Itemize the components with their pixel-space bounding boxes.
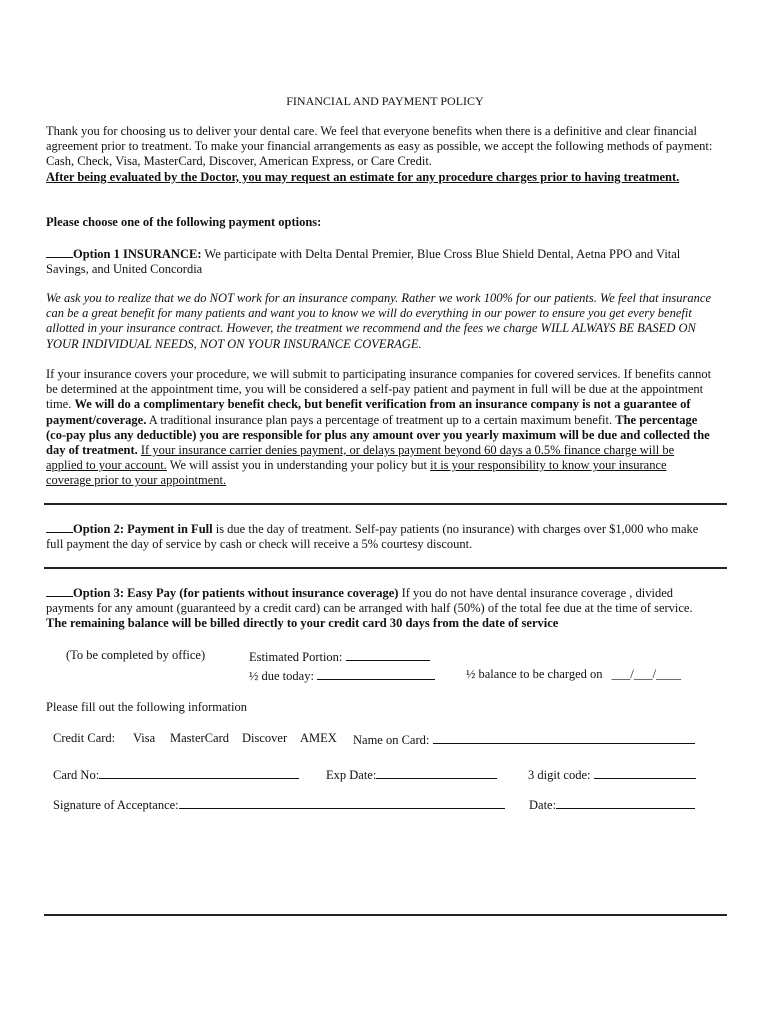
intro-paragraph	[46, 124, 714, 185]
security-code-label: 3 digit code:	[528, 768, 591, 782]
card-number-field[interactable]	[53, 766, 299, 783]
signature-line[interactable]	[179, 796, 505, 809]
option1-label: Option 1 INSURANCE:	[73, 247, 202, 261]
security-code-field[interactable]	[528, 766, 696, 783]
credit-card-label: Credit Card:	[53, 731, 116, 745]
signature-field[interactable]	[53, 796, 505, 813]
option2-check-blank[interactable]	[46, 521, 73, 533]
exp-date-field[interactable]	[326, 766, 497, 783]
option1-p4-underline: it is your responsibility to know your insurance coverage prior to your appointment.	[46, 458, 667, 488]
choose-heading: Please choose one of the following payment options:	[46, 215, 322, 229]
option1-paragraph	[46, 246, 714, 277]
half-due-field[interactable]	[249, 667, 435, 684]
option3-label: Option 3: Easy Pay (for patients without insurance coverage)	[73, 586, 399, 600]
name-on-card-line[interactable]	[433, 731, 695, 744]
estimated-portion-line[interactable]	[346, 648, 430, 661]
exp-date-line[interactable]	[376, 766, 497, 779]
option2-label: Option 2: Payment in Full	[73, 522, 213, 536]
half-due-line[interactable]	[317, 667, 435, 680]
half-due-label: ½ due today:	[249, 669, 314, 683]
half-balance-label: ½ balance to be charged on	[466, 667, 603, 681]
option1-p4: We will assist you in understanding your policy but	[166, 458, 431, 473]
card-type-mastercard[interactable]: MasterCard	[170, 731, 230, 745]
signature-date-label: Date:	[529, 798, 557, 812]
option2-paragraph	[46, 521, 714, 552]
signature-date-line[interactable]	[556, 796, 695, 809]
office-note: (To be completed by office)	[66, 648, 206, 662]
divider-1	[44, 503, 727, 505]
option3-bold: The remaining balance will be billed directly to your credit card 30 days from the date of service	[46, 616, 559, 631]
card-type-amex[interactable]: AMEX	[300, 731, 337, 745]
option3-check-blank[interactable]	[46, 585, 73, 597]
option1-p1: If your insurance covers your procedure, we will submit to participating insurance companies for covered services. If benefits cannot be determined at the appointment time, you will be considered a self-pay patient and payment in full will be due at the appointment time.	[46, 367, 712, 412]
card-number-line[interactable]	[99, 766, 299, 779]
option1-p2: A traditional insurance plan pays a percentage of treatment up to a certain maximum benefit.	[146, 412, 616, 427]
signature-date-field[interactable]	[529, 796, 695, 813]
option3-text: If you do not have dental insurance coverage , divided payments for any amount (guaranteed by a credit card) can be arranged with half (50%) of the total fee due at the time of service.	[46, 586, 693, 616]
option1-details-paragraph	[46, 367, 714, 489]
half-balance-date[interactable]: ___/___/____	[611, 667, 682, 681]
estimate-note: After being evaluated by the Doctor, you may request an estimate for any procedure charges prior to having treatment.	[46, 169, 680, 184]
card-type-discover[interactable]: Discover	[242, 731, 288, 745]
option1-text: We participate with Delta Dental Premier, Blue Cross Blue Shield Dental, Aetna PPO and Vital Savings, and United Concordia	[46, 247, 681, 277]
name-on-card-label: Name on Card:	[353, 733, 430, 747]
security-code-line[interactable]	[594, 766, 696, 779]
option1-p1-bold: We will do a complimentary benefit check, but benefit verification from an insurance company is not a guarantee of payment/coverage.	[46, 397, 691, 427]
card-number-label: Card No:	[53, 768, 100, 782]
half-balance-field[interactable]	[466, 667, 681, 682]
option1-p3-underline: If your insurance carrier denies payment, or delays payment beyond 60 days a 0.5% finance charge will be applied to your account.	[46, 443, 675, 473]
option1-p2-bold: The percentage (co-pay plus any deductible) you are responsible for plus any amount over you yearly maximum will be due and collected the day of treatment.	[46, 412, 710, 458]
divider-bottom	[44, 914, 727, 916]
fill-out-instruction: Please fill out the following information	[46, 700, 248, 714]
intro-text: Thank you for choosing us to deliver your dental care. We feel that everyone benefits when there is a definitive and clear financial agreement prior to treatment. To make your financial arrangements as easy as possible, we accept the following methods of payment: Cash, Check, Visa, MasterCard, Discover, American Express, or Care Credit.	[46, 124, 713, 169]
signature-label: Signature of Acceptance:	[53, 798, 179, 812]
option3-paragraph	[46, 585, 714, 632]
option1-check-blank[interactable]	[46, 246, 73, 258]
estimated-portion-field[interactable]	[249, 648, 430, 665]
divider-2	[44, 567, 727, 569]
estimated-portion-label: Estimated Portion:	[249, 650, 343, 664]
option2-text: is due the day of treatment. Self-pay patients (no insurance) with charges over $1,000 who make full payment the day of service by cash or check will receive a 5% courtesy discount.	[46, 522, 699, 552]
page-title: FINANCIAL AND PAYMENT POLICY	[286, 94, 484, 108]
exp-date-label: Exp Date:	[326, 768, 377, 782]
card-type-visa[interactable]: Visa	[133, 731, 156, 745]
name-on-card-field[interactable]	[353, 731, 695, 748]
option1-italic-paragraph: We ask you to realize that we do NOT work for an insurance company. Rather we work 100% for our patients. We feel that insurance can be a great benefit for many patients and want you to know we will do everything in our power to ensure you get every benefit allotted in your insurance contract. However, the treatment we recommend and the fees we charge WILL ALWAYS BE BASED ON YOUR INDIVIDUAL NEEDS, NOT ON YOUR INSURANCE COVERAGE.	[46, 291, 711, 351]
